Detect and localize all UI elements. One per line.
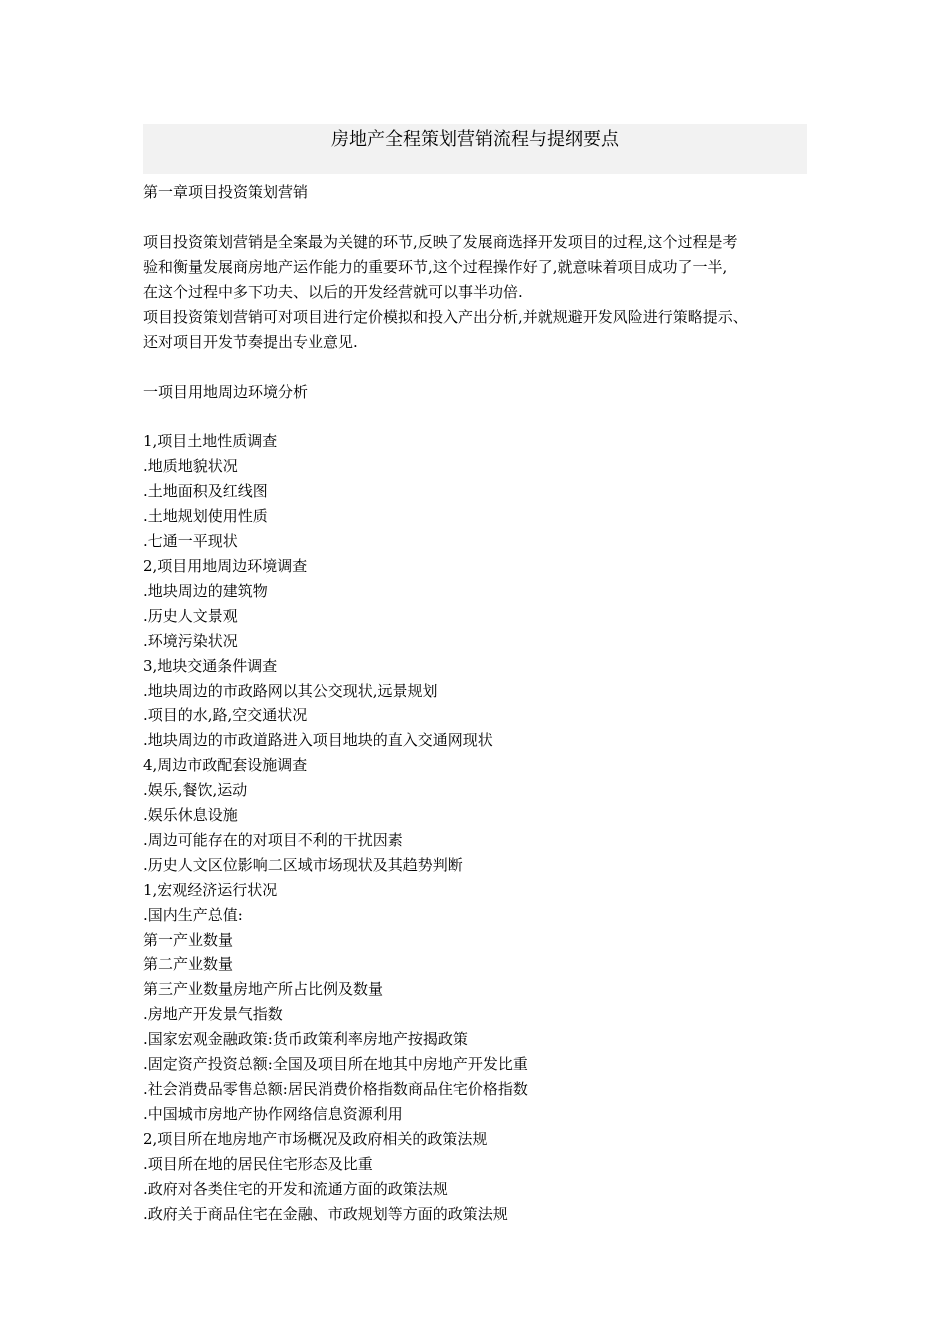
outline-item: .地块周边的建筑物 (143, 581, 268, 600)
outline-item: 第一产业数量 (143, 930, 234, 949)
outline-item: 2,项目用地周边环境调查 (143, 556, 308, 575)
outline-item: 1,宏观经济运行状况 (143, 880, 278, 899)
outline-item: .周边可能存在的对项目不利的干扰因素 (143, 830, 403, 849)
outline-item: .七通一平现状 (143, 532, 238, 551)
outline-item: .国内生产总值: (143, 905, 243, 924)
outline-item: .环境污染状况 (143, 631, 238, 650)
intro-paragraph-2 (143, 305, 807, 355)
outline-item: .地块周边的市政路网以其公交现状,远景规划 (143, 681, 438, 700)
chapter-heading: 第一章项目投资策划营销 (143, 183, 309, 201)
outline-item: .地质地貌状况 (143, 457, 238, 476)
outline-item: .历史人文区位影响二区域市场现状及其趋势判断 (143, 855, 463, 874)
outline-item: .地块周边的市政道路进入项目地块的直入交通网现状 (143, 731, 493, 750)
outline-item: .国家宏观金融政策:货币政策利率房地产按揭政策 (143, 1030, 468, 1049)
spacer (143, 205, 807, 230)
outline-item: .土地规划使用性质 (143, 507, 268, 526)
outline-item: .娱乐休息设施 (143, 806, 238, 825)
outline-item: .娱乐,餐饮,运动 (143, 781, 248, 800)
outline-item: 第二产业数量 (143, 955, 234, 974)
document-title: 房地产全程策划营销流程与提纲要点 (331, 129, 619, 150)
outline-item: .固定资产投资总额:全国及项目所在地其中房地产开发比重 (143, 1055, 528, 1074)
outline-item: .土地面积及红线图 (143, 482, 268, 501)
outline-item: 2,项目所在地房地产市场概况及政府相关的政策法规 (143, 1129, 488, 1148)
section-heading: 一项目用地周边环境分析 (143, 382, 309, 401)
paragraph-line: 还对项目开发节奏提出专业意见. (143, 332, 358, 351)
document-page (143, 124, 807, 1226)
paragraph-line: 项目投资策划营销可对项目进行定价模拟和投入产出分析,并就规避开发风险进行策略提示、 (143, 307, 748, 326)
outline-item: .项目所在地的居民住宅形态及比重 (143, 1154, 373, 1173)
paragraph-line: 验和衡量发展商房地产运作能力的重要环节,这个过程操作好了,就意味着项目成功了一半, (143, 257, 728, 276)
outline-list (143, 429, 807, 1226)
outline-item: 第三产业数量房地产所占比例及数量 (143, 980, 384, 999)
outline-item: .政府对各类住宅的开发和流通方面的政策法规 (143, 1179, 448, 1198)
paragraph-line: 项目投资策划营销是全案最为关键的环节,反映了发展商选择开发项目的过程,这个过程是考 (143, 233, 738, 251)
outline-item: .中国城市房地产协作网络信息资源利用 (143, 1104, 403, 1123)
outline-item: .房地产开发景气指数 (143, 1005, 283, 1024)
spacer (143, 404, 807, 429)
outline-item: .历史人文景观 (143, 606, 238, 625)
paragraph-line: 在这个过程中多下功夫、以后的开发经营就可以事半功倍. (143, 282, 523, 301)
outline-item: 1,项目土地性质调查 (143, 432, 278, 451)
outline-item: 4,周边市政配套设施调查 (143, 756, 308, 775)
spacer (143, 355, 807, 380)
outline-item: .政府关于商品住宅在金融、市政规划等方面的政策法规 (143, 1204, 508, 1223)
outline-item: 3,地块交通条件调查 (143, 656, 278, 675)
document-title-band (143, 124, 807, 174)
intro-paragraph-1 (143, 230, 807, 305)
outline-item: .社会消费品零售总额:居民消费价格指数商品住宅价格指数 (143, 1080, 528, 1098)
outline-item: .项目的水,路,空交通状况 (143, 706, 308, 725)
